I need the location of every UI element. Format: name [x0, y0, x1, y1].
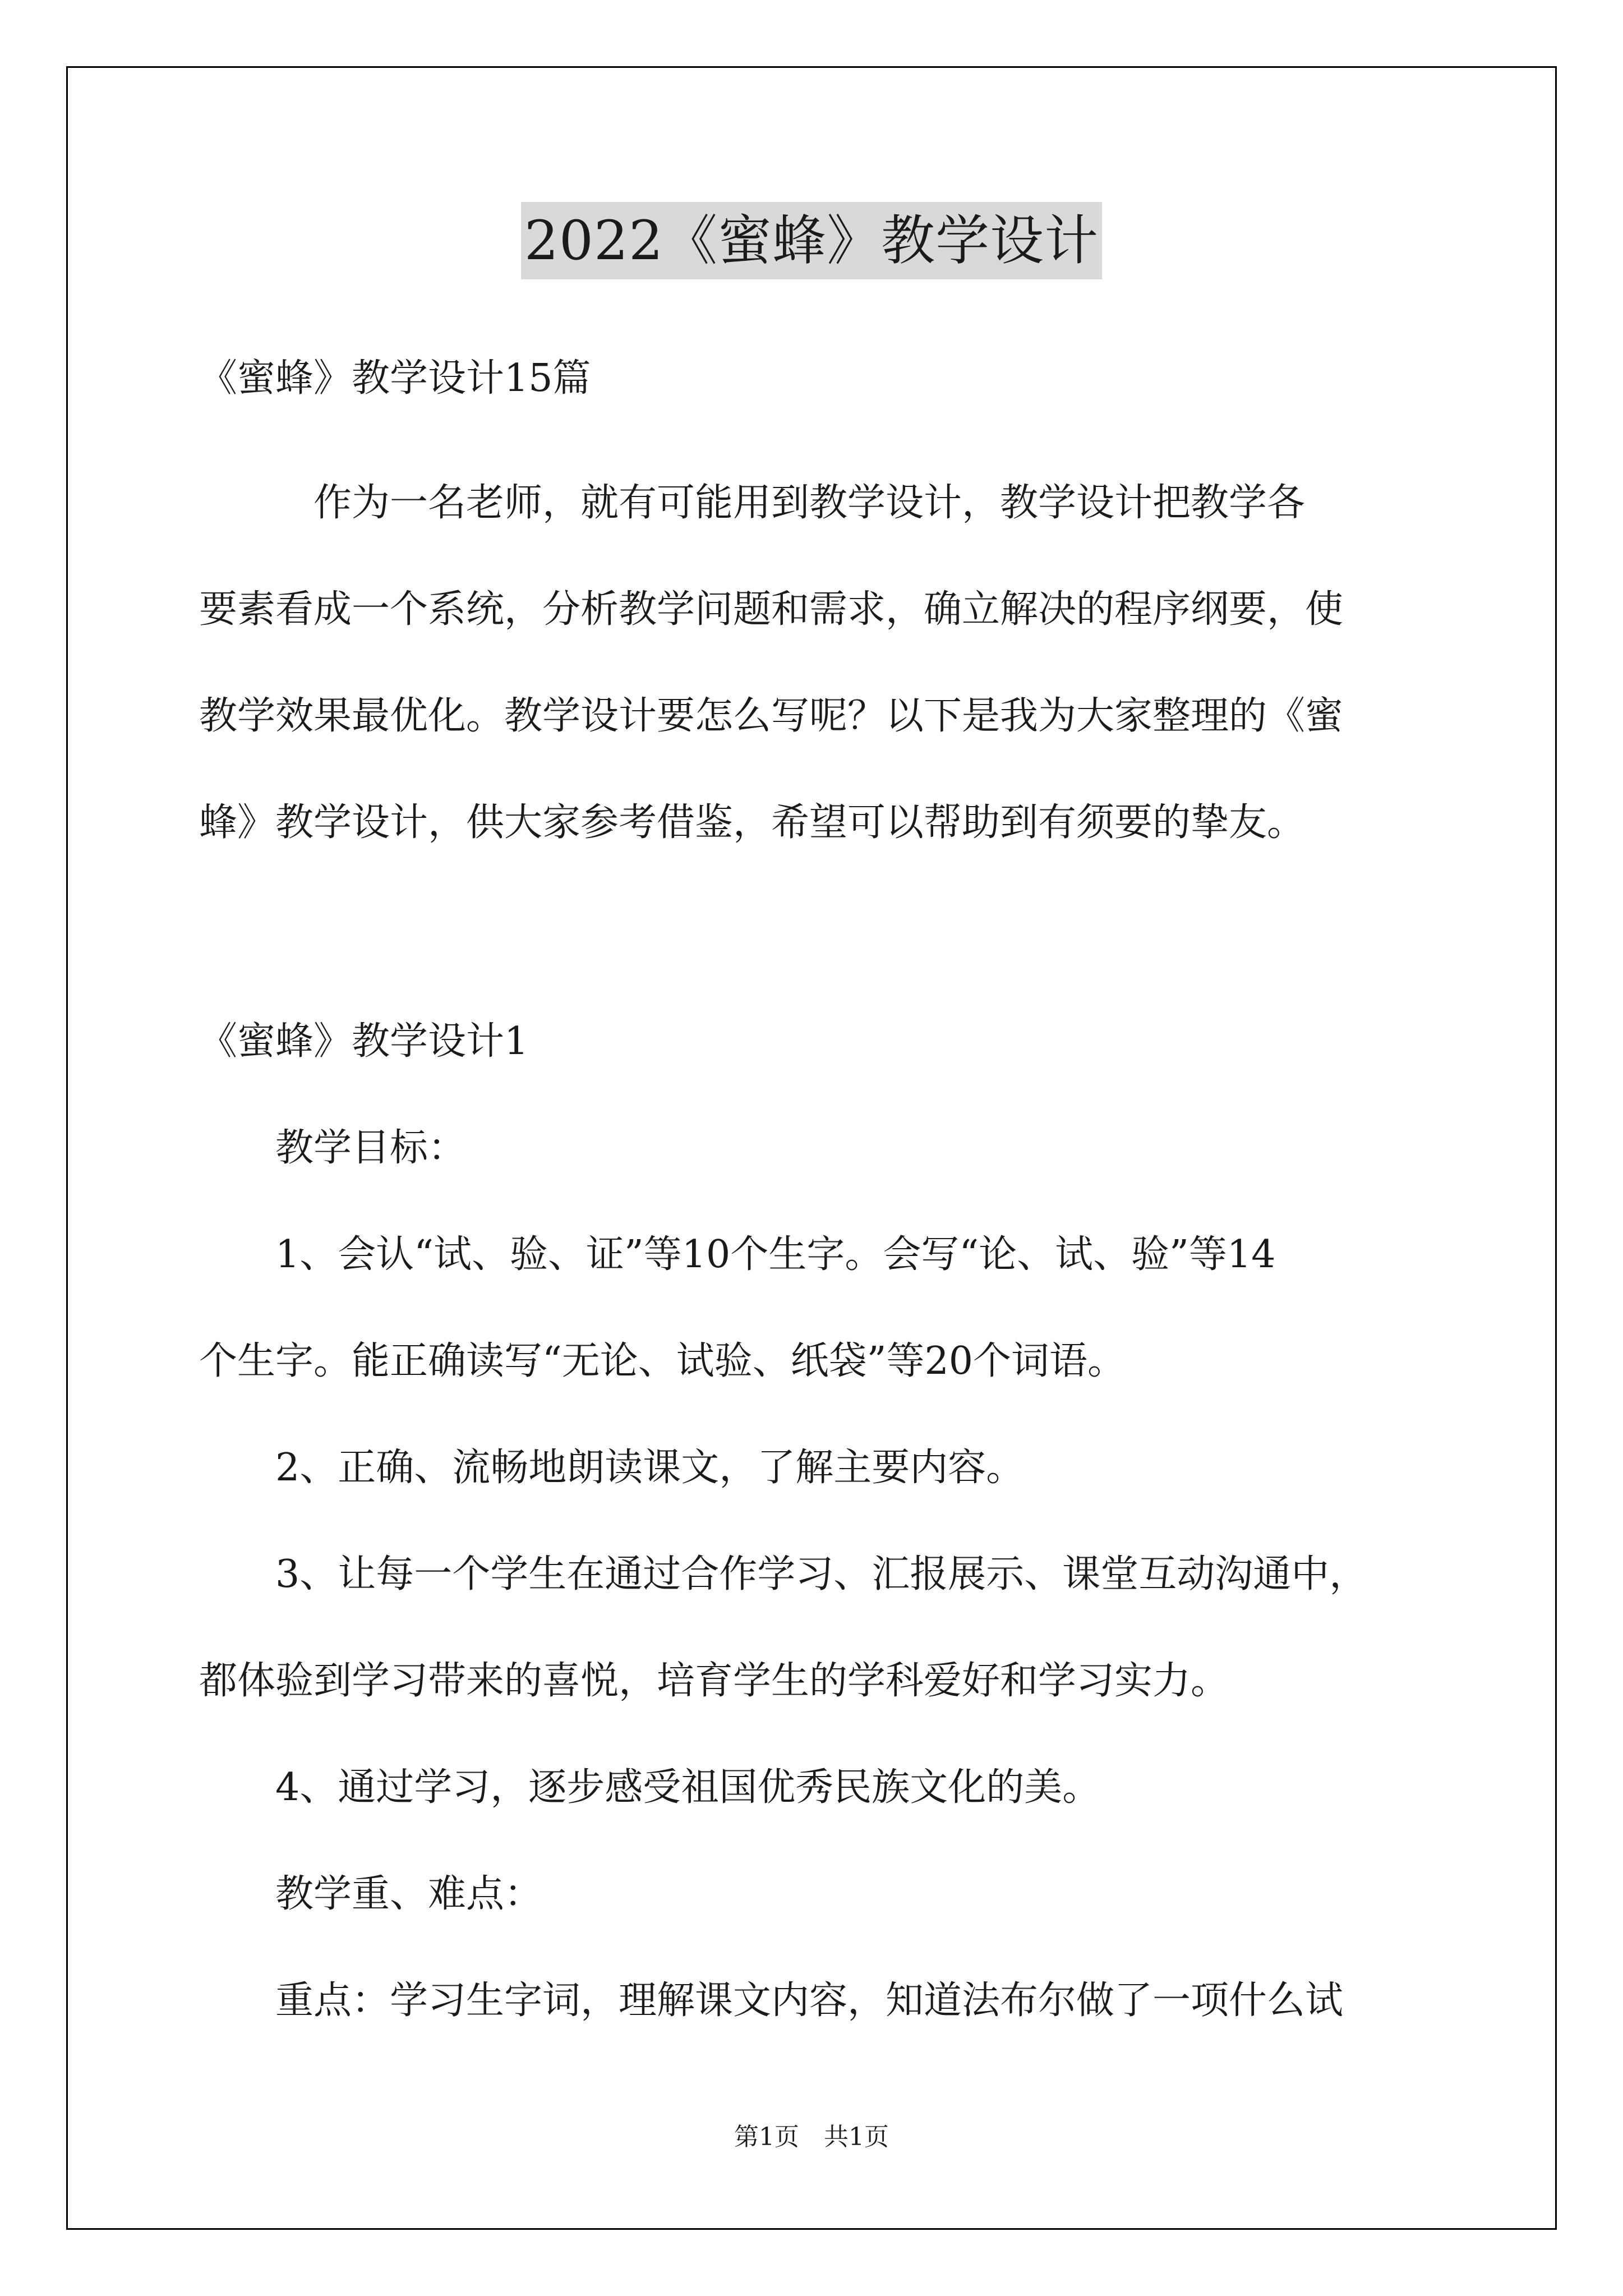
document-body: [199, 343, 1427, 2054]
body-line: 重点：学习生字词，理解课文内容，知道法布尔做了一项什么试: [199, 1978, 1344, 2023]
body-line: 个生字。能正确读写“无论、试验、纸袋”等20个词语。: [199, 1339, 1126, 1383]
body-line: 4、通过学习，逐步感受祖国优秀民族文化的美。: [199, 1765, 1101, 1810]
body-line: 3、让每一个学生在通过合作学习、汇报展示、课堂互动沟通中，: [199, 1552, 1368, 1596]
body-line: 2、正确、流畅地朗读课文，了解主要内容。: [199, 1446, 1025, 1490]
intro-line: 教学效果最优化。教学设计要怎么写呢？以下是我为大家整理的《蜜: [199, 694, 1344, 738]
body-line: 都体验到学习带来的喜悦，培育学生的学科爱好和学习实力。: [199, 1659, 1229, 1703]
series-heading: 《蜜蜂》教学设计15篇: [199, 356, 591, 401]
intro-line: 要素看成一个系统，分析教学问题和需求，确立解决的程序纲要，使: [199, 587, 1344, 632]
title-container: [0, 202, 1623, 279]
body-line: 教学重、难点：: [199, 1872, 543, 1916]
page-footer: [0, 2120, 1623, 2154]
body-line: 教学目标：: [199, 1126, 467, 1170]
page-number-current: 第1页: [734, 2123, 799, 2151]
document-title: 2022《蜜蜂》教学设计: [521, 202, 1102, 279]
section-heading: 《蜜蜂》教学设计1: [199, 1019, 529, 1064]
body-line: 1、会认“试、验、证”等10个生字。会写“论、试、验”等14: [199, 1232, 1276, 1277]
page-number-total: 共1页: [824, 2123, 889, 2151]
intro-line: 蜂》教学设计，供大家参考借鉴，希望可以帮助到有须要的挚友。: [199, 800, 1306, 845]
intro-line: 作为一名老师，就有可能用到教学设计，教学设计把教学各: [199, 481, 1306, 525]
spacer: [199, 876, 1427, 988]
